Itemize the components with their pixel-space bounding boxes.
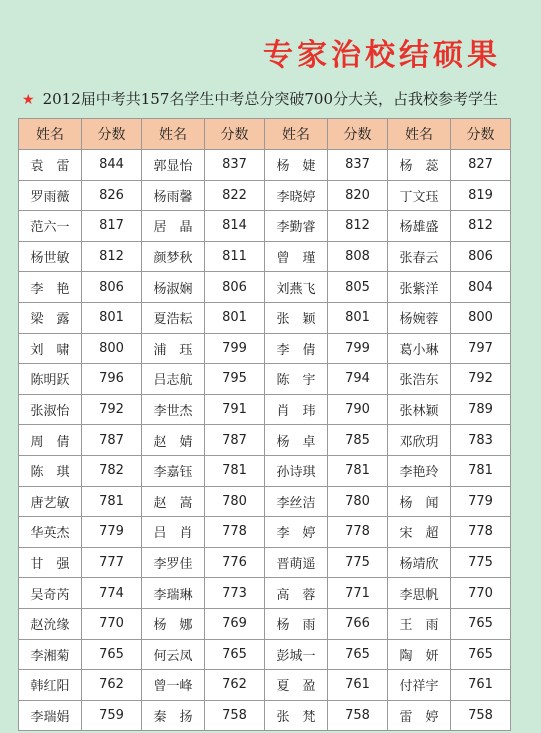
student-name-cell: 吕 肖 xyxy=(142,517,205,548)
score-cell: 765 xyxy=(328,639,388,670)
score-cell: 765 xyxy=(205,639,265,670)
score-cell: 801 xyxy=(82,302,142,333)
student-name-cell: 罗雨薇 xyxy=(19,180,82,211)
student-name-cell: 李罗佳 xyxy=(142,547,205,578)
score-cell: 785 xyxy=(328,425,388,456)
score-cell: 796 xyxy=(82,364,142,395)
student-name-cell: 陶 妍 xyxy=(388,639,451,670)
student-name-cell: 周 倩 xyxy=(19,425,82,456)
page-title: 专家治校结硕果 xyxy=(263,38,501,73)
student-name-cell: 李 倩 xyxy=(265,333,328,364)
table-row xyxy=(19,670,511,701)
student-name-cell: 韩红阳 xyxy=(19,670,82,701)
student-name-cell: 何云凤 xyxy=(142,639,205,670)
student-name-cell: 张淑怡 xyxy=(19,394,82,425)
student-name-cell: 葛小琳 xyxy=(388,333,451,364)
student-name-cell: 肖 玮 xyxy=(265,394,328,425)
score-cell: 761 xyxy=(451,670,511,701)
score-cell: 758 xyxy=(205,700,265,731)
subtitle-text: 2012届中考共157名学生中考总分突破700分大关，占我校参考学生 xyxy=(42,90,498,108)
score-cell: 790 xyxy=(328,394,388,425)
student-name-cell: 王 雨 xyxy=(388,608,451,639)
score-cell: 800 xyxy=(82,333,142,364)
student-name-cell: 李 婷 xyxy=(265,517,328,548)
score-cell: 769 xyxy=(205,608,265,639)
student-name-cell: 梁 露 xyxy=(19,302,82,333)
student-name-cell: 刘燕飞 xyxy=(265,272,328,303)
student-name-cell: 赵沇缘 xyxy=(19,608,82,639)
student-name-cell: 郭显怡 xyxy=(142,150,205,181)
score-cell: 797 xyxy=(451,333,511,364)
score-cell: 806 xyxy=(451,241,511,272)
table-row xyxy=(19,608,511,639)
table-row xyxy=(19,272,511,303)
score-cell: 799 xyxy=(205,333,265,364)
student-name-cell: 张林颖 xyxy=(388,394,451,425)
score-cell: 811 xyxy=(205,241,265,272)
student-name-cell: 居 晶 xyxy=(142,211,205,242)
score-cell: 822 xyxy=(205,180,265,211)
score-cell: 808 xyxy=(328,241,388,272)
column-header-name: 姓名 xyxy=(388,119,451,150)
table-row xyxy=(19,578,511,609)
student-name-cell: 李晓婷 xyxy=(265,180,328,211)
score-cell: 779 xyxy=(82,517,142,548)
score-cell: 806 xyxy=(82,272,142,303)
score-cell: 817 xyxy=(82,211,142,242)
score-cell: 776 xyxy=(205,547,265,578)
table-row xyxy=(19,425,511,456)
score-cell: 783 xyxy=(451,425,511,456)
score-cell: 827 xyxy=(451,150,511,181)
column-header-score: 分数 xyxy=(205,119,265,150)
student-name-cell: 李嘉钰 xyxy=(142,455,205,486)
score-cell: 799 xyxy=(328,333,388,364)
student-name-cell: 杨 娜 xyxy=(142,608,205,639)
table-row xyxy=(19,517,511,548)
score-cell: 778 xyxy=(328,517,388,548)
student-name-cell: 吴奇芮 xyxy=(19,578,82,609)
student-name-cell: 李丝洁 xyxy=(265,486,328,517)
score-cell: 774 xyxy=(82,578,142,609)
student-name-cell: 邓欣玥 xyxy=(388,425,451,456)
column-header-name: 姓名 xyxy=(142,119,205,150)
student-name-cell: 吕志航 xyxy=(142,364,205,395)
student-name-cell: 陈明跃 xyxy=(19,364,82,395)
score-cell: 778 xyxy=(205,517,265,548)
student-name-cell: 李湘菊 xyxy=(19,639,82,670)
subtitle xyxy=(22,88,532,109)
student-name-cell: 杨 蕊 xyxy=(388,150,451,181)
student-name-cell: 李思帆 xyxy=(388,578,451,609)
score-cell: 775 xyxy=(328,547,388,578)
student-name-cell: 杨靖欣 xyxy=(388,547,451,578)
score-cell: 758 xyxy=(328,700,388,731)
column-header-name: 姓名 xyxy=(19,119,82,150)
table-row xyxy=(19,394,511,425)
table-row xyxy=(19,241,511,272)
score-cell: 773 xyxy=(205,578,265,609)
table-row xyxy=(19,302,511,333)
student-name-cell: 李勤睿 xyxy=(265,211,328,242)
score-cell: 759 xyxy=(82,700,142,731)
score-cell: 761 xyxy=(328,670,388,701)
student-name-cell: 赵 婧 xyxy=(142,425,205,456)
student-name-cell: 杨淑娴 xyxy=(142,272,205,303)
score-table-wrapper xyxy=(18,118,510,731)
score-cell: 777 xyxy=(82,547,142,578)
score-cell: 812 xyxy=(451,211,511,242)
student-name-cell: 杨婉蓉 xyxy=(388,302,451,333)
student-name-cell: 唐艺敏 xyxy=(19,486,82,517)
student-name-cell: 李瑞娟 xyxy=(19,700,82,731)
student-name-cell: 杨 雨 xyxy=(265,608,328,639)
column-header-score: 分数 xyxy=(328,119,388,150)
student-name-cell: 陈 琪 xyxy=(19,455,82,486)
student-name-cell: 杨 婕 xyxy=(265,150,328,181)
score-cell: 762 xyxy=(82,670,142,701)
score-cell: 801 xyxy=(205,302,265,333)
student-name-cell: 雷 婷 xyxy=(388,700,451,731)
column-header-score: 分数 xyxy=(451,119,511,150)
score-cell: 781 xyxy=(451,455,511,486)
table-row xyxy=(19,700,511,731)
score-cell: 819 xyxy=(451,180,511,211)
student-name-cell: 陈 宇 xyxy=(265,364,328,395)
table-row xyxy=(19,547,511,578)
score-cell: 780 xyxy=(328,486,388,517)
score-cell: 792 xyxy=(82,394,142,425)
student-name-cell: 晋萌遥 xyxy=(265,547,328,578)
score-cell: 781 xyxy=(205,455,265,486)
star-icon: ★ xyxy=(22,92,35,108)
score-cell: 780 xyxy=(205,486,265,517)
student-name-cell: 范六一 xyxy=(19,211,82,242)
score-cell: 781 xyxy=(82,486,142,517)
table-row xyxy=(19,486,511,517)
student-name-cell: 付祥宇 xyxy=(388,670,451,701)
score-cell: 814 xyxy=(205,211,265,242)
score-cell: 775 xyxy=(451,547,511,578)
student-name-cell: 丁文珏 xyxy=(388,180,451,211)
student-name-cell: 浦 珏 xyxy=(142,333,205,364)
score-cell: 800 xyxy=(451,302,511,333)
score-cell: 765 xyxy=(82,639,142,670)
score-cell: 794 xyxy=(328,364,388,395)
score-cell: 781 xyxy=(328,455,388,486)
table-row xyxy=(19,211,511,242)
student-name-cell: 张 颖 xyxy=(265,302,328,333)
student-name-cell: 李世杰 xyxy=(142,394,205,425)
score-cell: 782 xyxy=(82,455,142,486)
student-name-cell: 夏 盈 xyxy=(265,670,328,701)
score-table xyxy=(18,118,511,731)
score-cell: 812 xyxy=(328,211,388,242)
score-cell: 778 xyxy=(451,517,511,548)
student-name-cell: 甘 强 xyxy=(19,547,82,578)
student-name-cell: 曾一峰 xyxy=(142,670,205,701)
score-cell: 795 xyxy=(205,364,265,395)
student-name-cell: 宋 超 xyxy=(388,517,451,548)
score-cell: 770 xyxy=(82,608,142,639)
score-cell: 758 xyxy=(451,700,511,731)
student-name-cell: 张浩东 xyxy=(388,364,451,395)
student-name-cell: 彭城一 xyxy=(265,639,328,670)
score-cell: 837 xyxy=(205,150,265,181)
score-cell: 804 xyxy=(451,272,511,303)
student-name-cell: 张春云 xyxy=(388,241,451,272)
student-name-cell: 张紫洋 xyxy=(388,272,451,303)
score-cell: 789 xyxy=(451,394,511,425)
score-cell: 787 xyxy=(205,425,265,456)
table-row xyxy=(19,364,511,395)
student-name-cell: 杨雨馨 xyxy=(142,180,205,211)
score-cell: 766 xyxy=(328,608,388,639)
table-row xyxy=(19,180,511,211)
student-name-cell: 孙诗琪 xyxy=(265,455,328,486)
score-cell: 837 xyxy=(328,150,388,181)
student-name-cell: 李艳玲 xyxy=(388,455,451,486)
score-cell: 826 xyxy=(82,180,142,211)
score-cell: 801 xyxy=(328,302,388,333)
column-header-name: 姓名 xyxy=(265,119,328,150)
score-cell: 765 xyxy=(451,608,511,639)
student-name-cell: 杨 卓 xyxy=(265,425,328,456)
table-row xyxy=(19,639,511,670)
score-cell: 791 xyxy=(205,394,265,425)
table-row xyxy=(19,150,511,181)
student-name-cell: 颜梦秋 xyxy=(142,241,205,272)
student-name-cell: 赵 嵩 xyxy=(142,486,205,517)
score-cell: 771 xyxy=(328,578,388,609)
student-name-cell: 李 艳 xyxy=(19,272,82,303)
score-cell: 779 xyxy=(451,486,511,517)
student-name-cell: 秦 扬 xyxy=(142,700,205,731)
student-name-cell: 杨雄盛 xyxy=(388,211,451,242)
column-header-score: 分数 xyxy=(82,119,142,150)
score-cell: 844 xyxy=(82,150,142,181)
student-name-cell: 杨 闻 xyxy=(388,486,451,517)
student-name-cell: 曾 瑾 xyxy=(265,241,328,272)
score-cell: 820 xyxy=(328,180,388,211)
table-header-row xyxy=(19,119,511,150)
student-name-cell: 袁 雷 xyxy=(19,150,82,181)
score-cell: 762 xyxy=(205,670,265,701)
student-name-cell: 高 蓉 xyxy=(265,578,328,609)
score-cell: 805 xyxy=(328,272,388,303)
student-name-cell: 夏浩耘 xyxy=(142,302,205,333)
score-cell: 787 xyxy=(82,425,142,456)
student-name-cell: 华英杰 xyxy=(19,517,82,548)
student-name-cell: 李瑞琳 xyxy=(142,578,205,609)
score-cell: 792 xyxy=(451,364,511,395)
score-cell: 765 xyxy=(451,639,511,670)
student-name-cell: 杨世敏 xyxy=(19,241,82,272)
score-cell: 770 xyxy=(451,578,511,609)
student-name-cell: 张 梵 xyxy=(265,700,328,731)
student-name-cell: 刘 啸 xyxy=(19,333,82,364)
score-cell: 806 xyxy=(205,272,265,303)
table-row xyxy=(19,333,511,364)
score-cell: 812 xyxy=(82,241,142,272)
table-row xyxy=(19,455,511,486)
